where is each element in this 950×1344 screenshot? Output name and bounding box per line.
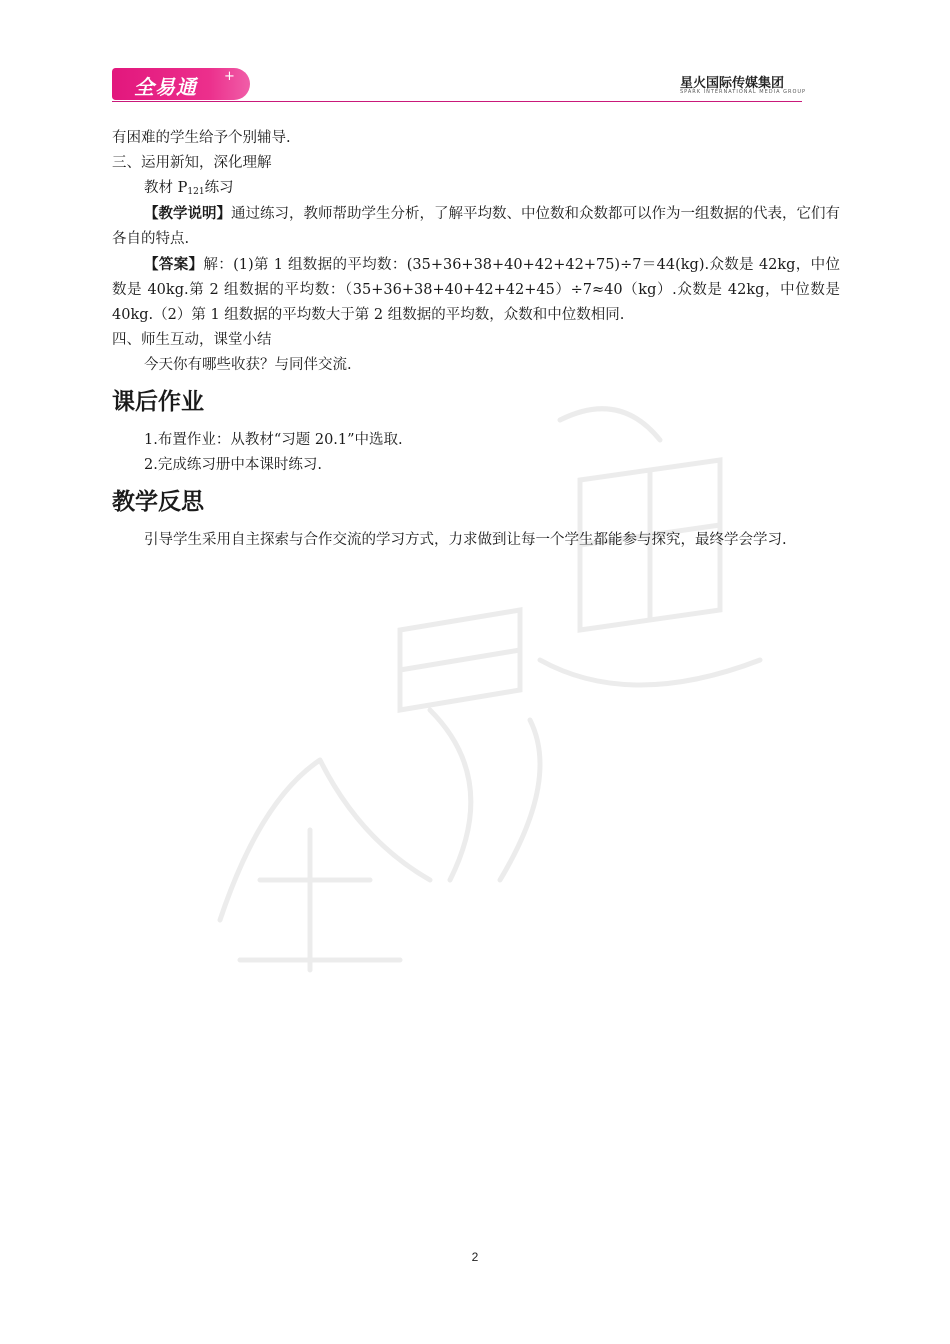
reflection-text: 引导学生采用自主探索与合作交流的学习方式，力求做到让每一个学生都能参与探究，最终学会学习. [144,532,787,548]
section-heading: 三、运用新知，深化理解 [112,155,272,171]
answer-text: 解：(1)第 1 组数据的平均数：(35+36+38+40+42+42+75)÷7＝44(kg).众数是 42kg，中位数是 40kg.第 2 组数据的平均数：（35+36+38+40+42+42+45）÷7≈40（kg）.众数是 42kg，中位数是 40kg.（2）第 1 组数据的平均数大于第 2 组数据的平均数，众数和中位数相同. [112,257,840,323]
textbook-page: 121 [187,187,205,197]
sparkle-icon: + [224,69,235,84]
logo-text: 全易通 [134,75,197,99]
teaching-note-text: 通过练习，教师帮助学生分析，了解平均数、中位数和众数都可以作为一组数据的代表，它们有各自的特点. [112,206,840,247]
teaching-note-label: 【教学说明】 [144,205,231,222]
homework-item: 1.布置作业：从教材“习题 20.1”中选取. [144,432,403,448]
answer-label: 【答案】 [144,256,204,273]
section-heading: 四、师生互动，课堂小结 [112,332,272,348]
homework-heading: 课后作业 [112,389,204,415]
publisher-subtitle: SPARK INTERNATIONAL MEDIA GROUP [680,89,807,95]
answer [112,252,840,328]
reflection-heading: 教学反思 [112,489,204,515]
brand-logo [112,68,250,100]
body-line: 有困难的学生给予个别辅导. [112,130,291,146]
page-header [0,0,950,110]
homework-item: 2.完成练习册中本课时练习. [144,457,322,473]
summary-question: 今天你有哪些收获？与同伴交流. [144,357,352,373]
page-number: 2 [471,1250,479,1264]
textbook-suffix: 练习 [204,180,234,196]
textbook-prefix: 教材 P [144,180,188,196]
teaching-note [112,201,840,252]
publisher-name: 星火国际传媒集团 [680,76,785,91]
header-divider [112,101,802,102]
document-body [112,126,840,553]
textbook-reference [112,176,840,201]
